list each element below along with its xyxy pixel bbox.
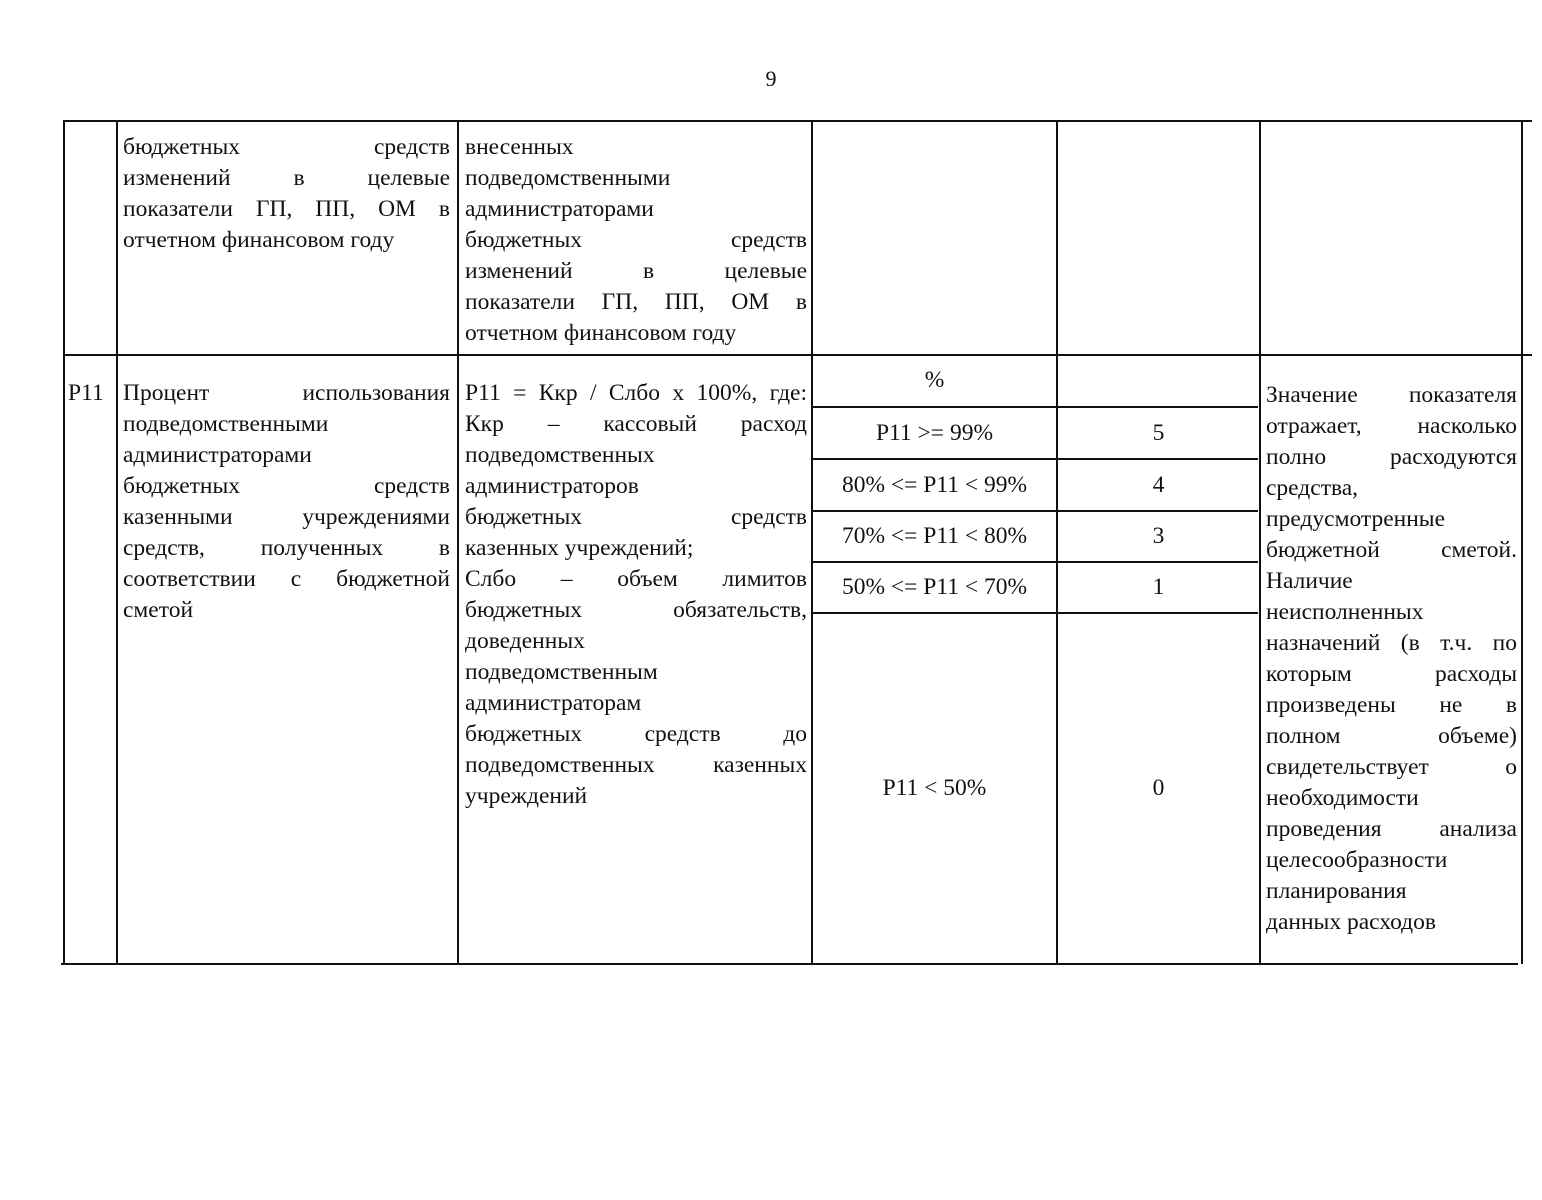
criteria-divider [812,612,1258,614]
indicator-name-continued: бюджетных средств изменений в целевые показатели ГП, ПП, ОМ в отчетном финансовом году [123,134,450,253]
column-border [116,120,118,964]
formula: Р11 = Ккр / Слбо х 100%, где: Ккр – кассовый расход подведомственных администраторов бюджетных средств казенных учреждений; Слбо – объем лимитов бюджетных обязательств, доведенных подведомственным администраторам бюджетных средств до подведомственных казенных учреждений [465,380,807,809]
criterion-condition: 70% <= Р11 < 80% [841,523,1028,549]
criterion-condition: 80% <= Р11 < 99% [841,472,1028,498]
unit-cell: % [924,367,945,393]
criterion-condition: Р11 < 50% [882,775,987,801]
criterion-score: 0 [1152,775,1165,801]
criteria-divider [812,510,1258,512]
criterion-score: 4 [1152,472,1165,498]
criterion-condition: Р11 >= 99% [875,420,994,446]
indicator-code: Р11 [68,380,104,406]
indicator-comment: Значение показателя отражает, насколько полно расходуются средства, предусмотренные бюджетной сметой. Наличие неисполненных назначений (в т.ч. по которым расходы произведены не в полном объеме) свидетельствует о необходимости проведения анализа целесообразности планирования данных расходов [1266,382,1517,935]
criterion-score: 5 [1152,420,1165,446]
table-border-top [65,120,1532,122]
criteria-divider [812,406,1258,408]
indicator-name: Процент использования подведомственными администраторами бюджетных средств казенными учреждениями средств, полученных в соответствии с бюджетной сметой [123,380,450,623]
criteria-divider [812,561,1258,563]
page-number: 9 [765,66,777,91]
column-border [457,120,459,964]
column-border [1259,120,1261,964]
row-divider [65,354,1532,356]
criterion-score: 3 [1152,523,1165,549]
table-border-bottom [61,963,1518,965]
criterion-score: 1 [1152,574,1165,600]
formula-continued: внесенных подведомственными администраторами бюджетных средств изменений в целевые показатели ГП, ПП, ОМ в отчетном финансовом году [465,134,807,346]
column-border [63,120,65,964]
criteria-divider [812,458,1258,460]
table-border-right [1521,120,1523,964]
criterion-condition: 50% <= Р11 < 70% [841,574,1028,600]
